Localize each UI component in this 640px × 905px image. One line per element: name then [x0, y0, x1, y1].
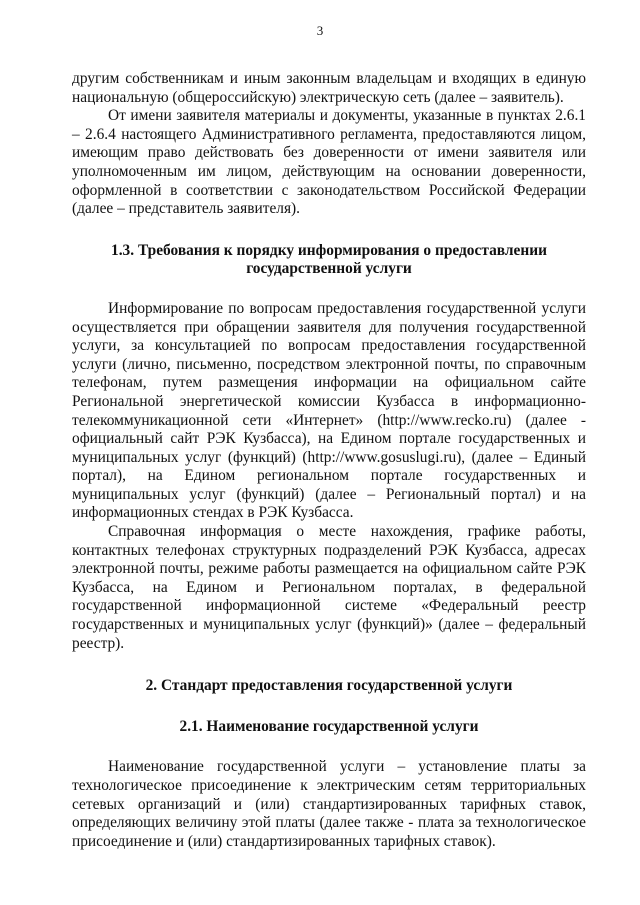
document-body — [72, 70, 586, 851]
section-heading-2: 2. Стандарт предоставления государственной услуги — [145, 677, 513, 695]
paragraph-informing: Информирование по вопросам предоставления государственной услуги осуществляется при обращении заявителя для получения государственной услуги, за консультацией по вопросам предоставления государственной услуги (лично, письменно, посредством электронной почты, по справочным телефонам, путем размещения информации на официальном сайте Региональной энергетической комиссии Кузбасса в информационно-телекоммуникационной сети «Интернет» (http://www.recko.ru) (далее - официальный сайт РЭК Кузбасса), на Едином портале государственных и муниципальных услуг (функций) (http://www.gosuslugi.ru), (далее – Единый портал), на Едином региональном портале государственных и муниципальных услуг (функций) (далее – Региональный портал) и на информационных стендах в РЭК Кузбасса. — [72, 299, 586, 522]
section-heading-1-3-line2: государственной услуги — [246, 260, 412, 278]
section-heading-1-3 — [72, 242, 586, 279]
paragraph-service-name: Наименование государственной услуги – установление платы за технологическое присоединение к электрическим сетям территориальных сетевых организаций и (или) стандартизированных тарифных ставок, определяющих величину этой платы (далее также - плата за технологическое присоединение и (или) стандартизированных тарифных ставок). — [72, 758, 586, 850]
paragraph-continuation: другим собственникам и иным законным владельцам и входящих в единую национальную (общероссийскую) электрическую сеть (далее – заявитель). — [72, 70, 586, 106]
section-heading-1-3-line1: 1.3. Требования к порядку информирования о предоставлении — [111, 241, 547, 259]
paragraph-reference-info: Справочная информация о месте нахождения, графике работы, контактных телефонах структурных подразделений РЭК Кузбасса, адресах электронной почты, режиме работы размещается на официальном сайте РЭК Кузбасса, на Едином и Региональном порталах, в федеральной государственной информационной системе «Федеральный реестр государственных и муниципальных услуг (функций)» (далее – федеральный реестр). — [72, 523, 586, 652]
section-heading-2-1: 2.1. Наименование государственной услуги — [179, 717, 479, 735]
paragraph-representative: От имени заявителя материалы и документы, указанные в пунктах 2.6.1 – 2.6.4 настоящего Административного регламента, предоставляются лицом, имеющим право действовать без доверенности от имени заявителя или уполномоченным им лицом, действующим на основании доверенности, оформленной в соответствии с законодательством Российской Федерации (далее – представитель заявителя). — [72, 107, 586, 218]
page-number: 3 — [316, 23, 324, 38]
